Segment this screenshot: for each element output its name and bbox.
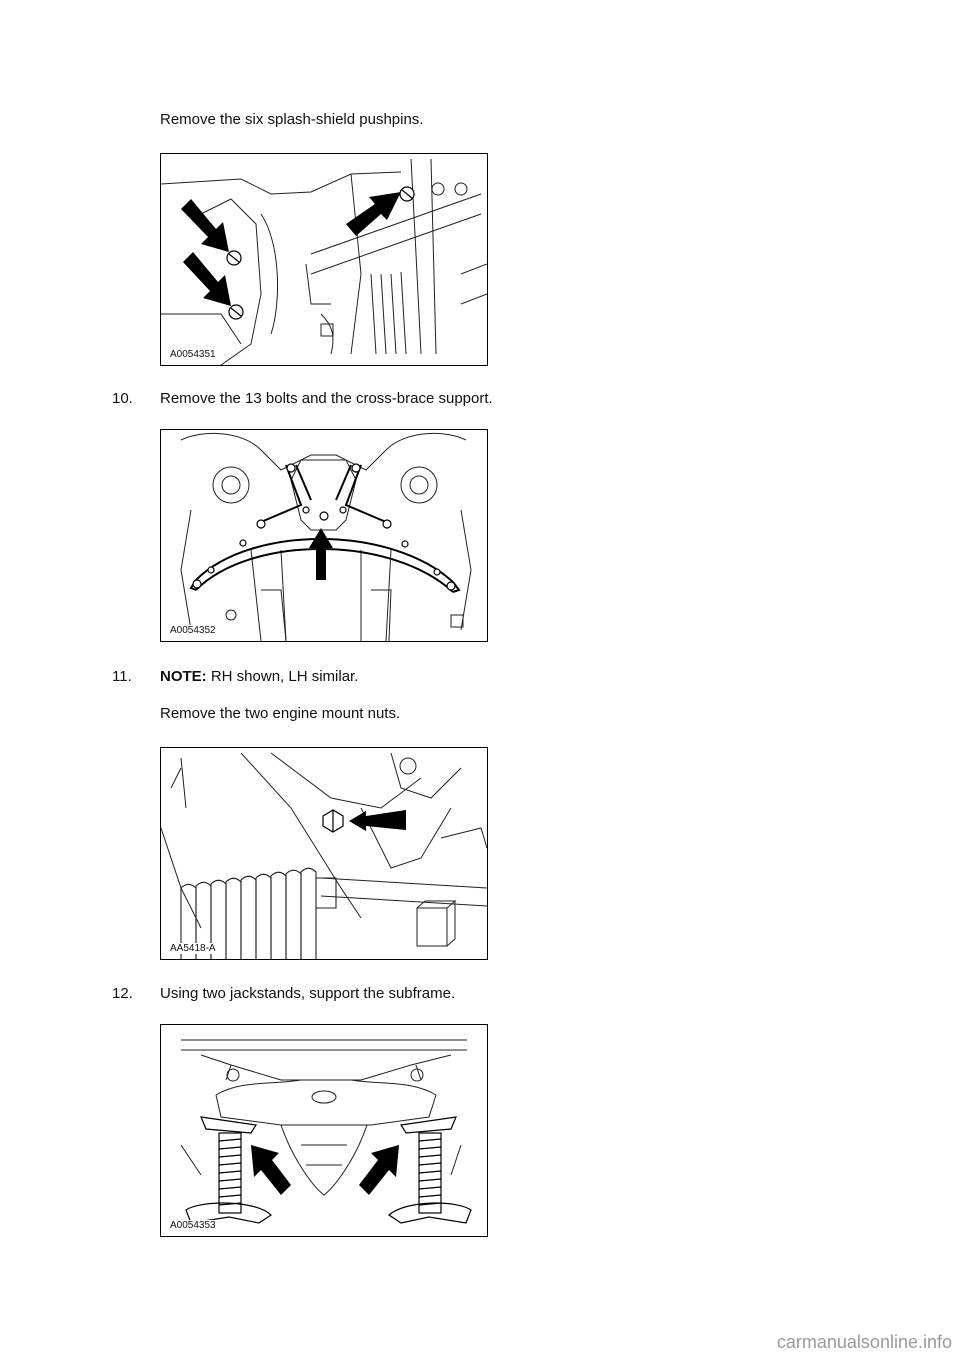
step-10-instruction: Remove the 13 bolts and the cross-brace support. — [160, 390, 493, 407]
illustration-engine-mount — [161, 748, 487, 959]
figure-splash-shield-pushpins — [160, 153, 488, 366]
figure-engine-mount-nuts — [160, 747, 488, 960]
jackstand-right — [389, 1117, 471, 1223]
figure-code: AA5418-A — [170, 943, 216, 954]
callout-arrow-icon — [309, 528, 333, 580]
figure-code: A0054352 — [170, 625, 216, 636]
step-11-instruction: Remove the two engine mount nuts. — [160, 705, 401, 722]
figure-code: A0054353 — [170, 1220, 216, 1231]
illustration-jackstands — [161, 1025, 487, 1236]
figure-code: A0054351 — [170, 349, 216, 360]
note-label: NOTE: — [160, 668, 207, 685]
illustration-pushpins — [161, 154, 487, 365]
step-number: 12. — [112, 985, 133, 1002]
note-text: RH shown, LH similar. — [210, 668, 359, 685]
step-12-instruction: Using two jackstands, support the subframe. — [160, 985, 456, 1002]
step-number: 10. — [112, 390, 133, 407]
step-11-note — [160, 668, 358, 686]
callout-arrow-icon — [181, 192, 401, 306]
figure-jackstands-subframe — [160, 1024, 488, 1237]
step-number: 11. — [112, 668, 132, 685]
figure-cross-brace-support — [160, 429, 488, 642]
watermark-footer[interactable]: carmanualsonline.info — [776, 1332, 952, 1352]
callout-arrow-icon — [349, 810, 406, 831]
step-9-instruction: Remove the six splash-shield pushpins. — [160, 111, 424, 128]
illustration-cross-brace — [161, 430, 487, 641]
callout-arrow-icon — [251, 1145, 399, 1195]
